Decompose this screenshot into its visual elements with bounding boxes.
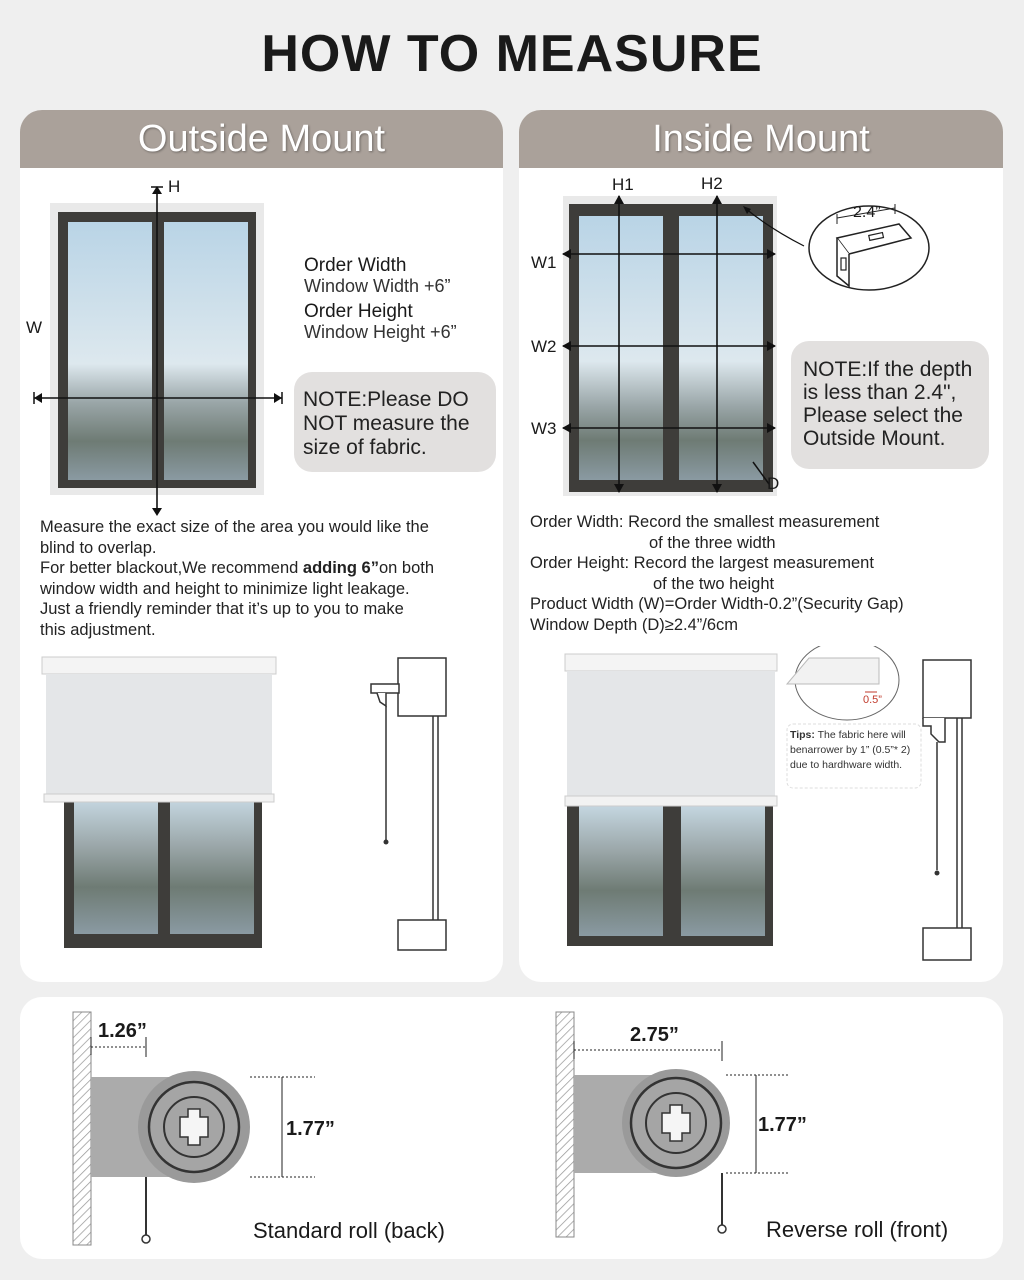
inside-note-line3: Please select the xyxy=(803,404,963,427)
outside-desc-line2: blind to overlap. xyxy=(40,538,157,557)
ow-text1: Record the smallest measurement xyxy=(623,513,880,531)
product-width-text: Product Width (W)=Order Width-0.2”(Security Gap) xyxy=(530,595,904,613)
inside-blind-illustration xyxy=(519,646,1003,966)
inside-label-w3: W3 xyxy=(531,419,557,438)
inside-label-d: D xyxy=(767,474,780,493)
outside-label-h: H xyxy=(168,177,181,196)
tips-line3: due to hardhware width. xyxy=(790,759,903,771)
standard-roll-label: Standard roll (back) xyxy=(253,1218,445,1243)
page-title: HOW TO MEASURE xyxy=(261,25,763,83)
order-width-title: Order Width xyxy=(304,255,407,276)
bracket-depth-label: 2.4” xyxy=(853,204,881,221)
outside-mount-card xyxy=(20,110,503,982)
inside-label-h2: H2 xyxy=(701,174,723,193)
order-height-title: Order Height xyxy=(304,301,413,322)
outside-note-line2: NOT measure the xyxy=(303,412,470,435)
outside-desc-line3b: adding 6” xyxy=(302,559,379,577)
reverse-roll-label: Reverse roll (front) xyxy=(766,1217,949,1242)
inside-mount-card xyxy=(519,110,1003,982)
inside-note-label: NOTE: xyxy=(803,358,868,381)
outside-description xyxy=(40,517,434,640)
window-depth-text: Window Depth (D)≥2.4”/6cm xyxy=(530,615,739,634)
tips-label: Tips: xyxy=(790,729,815,741)
oh-text2: of the two height xyxy=(653,574,775,593)
inside-label-w2: W2 xyxy=(531,337,557,356)
outside-label-w: W xyxy=(26,318,43,337)
outside-note-line1: Please DO xyxy=(367,388,469,411)
standard-height-label: 1.77” xyxy=(286,1118,335,1140)
gap-label: 0.5” xyxy=(863,694,882,706)
inside-note-line1: If the depth xyxy=(867,358,973,381)
outside-desc-line5: Just a friendly reminder that it’s up to you to make xyxy=(40,600,404,618)
inside-note-line4: Outside Mount. xyxy=(803,427,946,450)
tips-box xyxy=(790,728,910,773)
outside-note xyxy=(294,372,496,472)
order-height-value: Window Height +6” xyxy=(304,322,457,342)
outside-note-line3: size of fabric. xyxy=(303,436,427,459)
tips-line2: benarrower by 1” (0.5”* 2) xyxy=(790,744,911,756)
inside-note-line2: is less than 2.4", xyxy=(803,381,957,404)
outside-desc-line1: Measure the exact size of the area you would like the xyxy=(40,518,429,536)
reverse-height-label: 1.77” xyxy=(758,1114,807,1136)
oh-label: Order Height: xyxy=(530,554,630,572)
outside-blind-illustration xyxy=(20,650,503,970)
outside-desc-line3a: For better blackout,We recommend xyxy=(40,559,303,577)
order-width-value: Window Width +6” xyxy=(304,276,451,296)
tips-line1: The fabric here will xyxy=(814,729,906,741)
ow-label: Order Width: xyxy=(530,513,624,531)
outside-desc-line6: this adjustment. xyxy=(40,620,156,639)
outside-desc-line3c: on both xyxy=(378,559,435,577)
standard-offset-label: 1.26” xyxy=(98,1020,147,1042)
outside-note-label: NOTE: xyxy=(303,388,368,411)
outside-desc-line4: window width and height to minimize light leakage. xyxy=(40,579,410,598)
inside-note xyxy=(791,341,989,469)
ow-text2: of the three width xyxy=(649,533,776,552)
inside-label-h1: H1 xyxy=(612,175,634,194)
inside-mount-header: Inside Mount xyxy=(519,110,1003,168)
reverse-offset-label: 2.75” xyxy=(630,1024,679,1046)
inside-label-w1: W1 xyxy=(531,253,557,272)
oh-text1: Record the largest measurement xyxy=(629,554,874,572)
roll-types-card xyxy=(20,997,1003,1259)
inside-description xyxy=(530,512,904,635)
outside-mount-header: Outside Mount xyxy=(20,110,503,168)
